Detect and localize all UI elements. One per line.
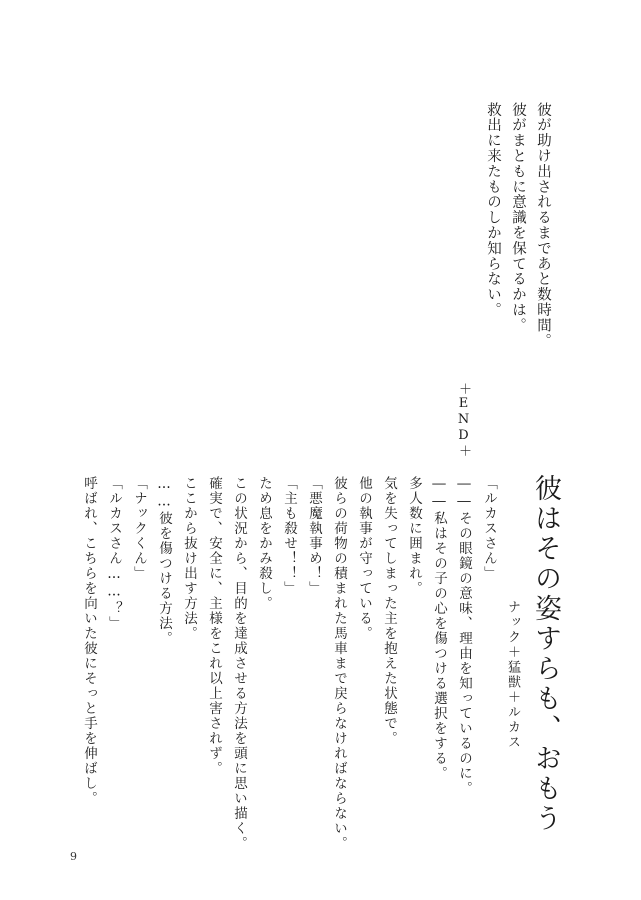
story-body xyxy=(76,476,501,851)
text-line: 他の執事が守っている。 xyxy=(356,476,372,641)
page-number: 9 xyxy=(70,850,77,863)
text-line: 「悪魔執事め！」 xyxy=(306,476,322,596)
text-line: 気を失ってしまった主を抱えた状態で。 xyxy=(381,476,397,746)
text-line: ――私はその子の心を傷つける選択をする。 xyxy=(431,476,447,781)
text-line: 彼が助け出されるまであと数時間。 xyxy=(535,102,551,349)
text-line: ……彼を傷つける方法。 xyxy=(156,476,172,646)
text-line: 彼がまともに意識を保てるかは。 xyxy=(510,102,526,333)
text-line: 「主も殺せ！！」 xyxy=(281,476,297,596)
text-line: 多人数に囲まれ。 xyxy=(406,476,422,596)
text-line: 彼らの荷物の積まれた馬車まで戻らなければならない。 xyxy=(331,476,347,851)
text-line: 呼ばれ、こちらを向いた彼にそっと手を伸ばし。 xyxy=(81,476,97,806)
text-line: 確実で、安全に、主様をこれ以上害されず。 xyxy=(206,476,222,776)
text-line: ――その眼鏡の意味、理由を知っているのに。 xyxy=(456,476,472,796)
story-title: 彼はその姿すらも、おもう xyxy=(530,474,561,834)
text-line: 「ルカスさん……？」 xyxy=(106,476,122,631)
text-line: 救出に来たものしか知らない。 xyxy=(485,102,501,318)
text-line: ここから抜け出す方法。 xyxy=(181,476,197,641)
previous-story-ending xyxy=(480,102,555,349)
text-line: 「ナックくん」 xyxy=(131,476,147,581)
end-mark: ＋END＋ xyxy=(456,382,471,458)
text-line: 「ルカスさん」 xyxy=(481,476,497,581)
story-byline: ナック＋猛獣＋ルカス xyxy=(505,600,520,750)
text-line: この状況から、目的を達成させる方法を頭に思い描く。 xyxy=(231,476,247,851)
text-line: ため息をかみ殺し。 xyxy=(256,476,272,611)
